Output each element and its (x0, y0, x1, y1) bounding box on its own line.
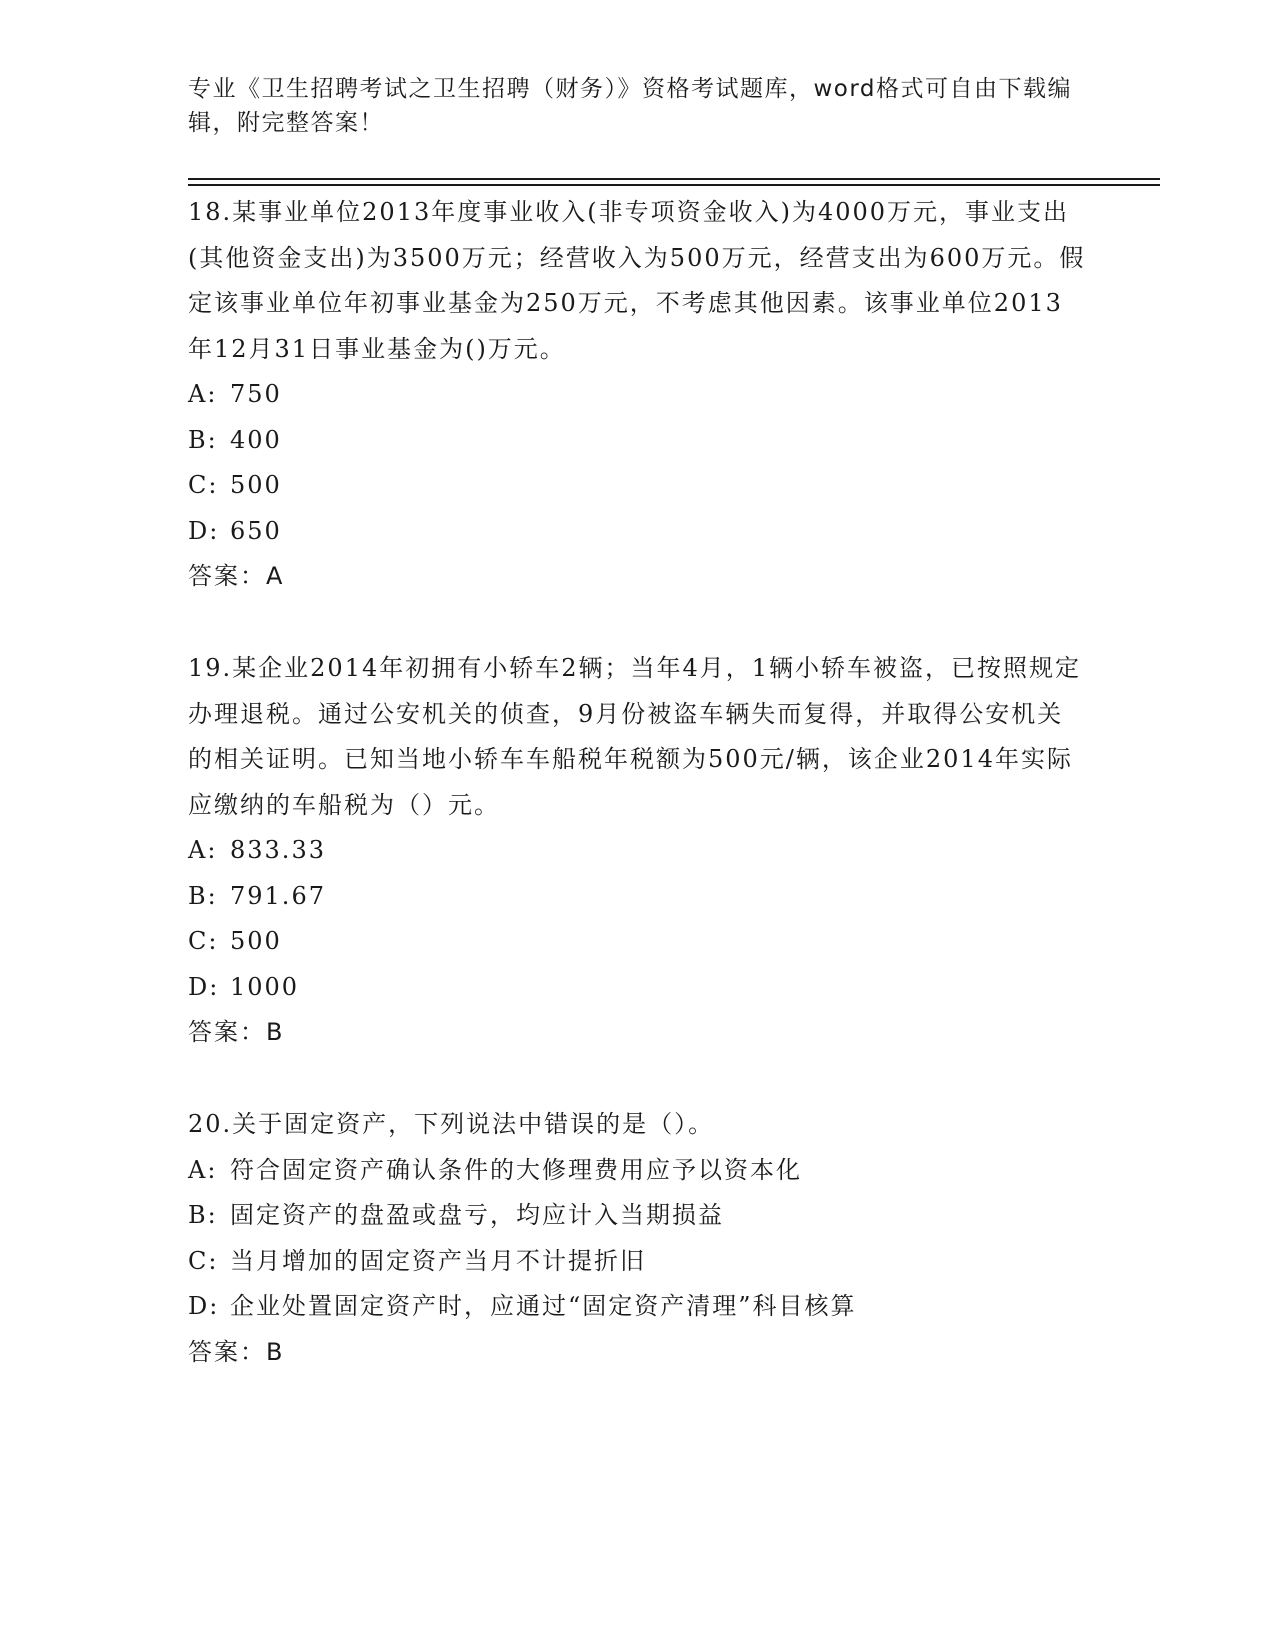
option-b (188, 874, 1088, 920)
option-c (188, 1239, 1088, 1285)
option-key: A: (188, 380, 218, 408)
question-18 (188, 190, 1088, 600)
option-d (188, 965, 1088, 1011)
option-text: 符合固定资产确认条件的大修理费用应予以资本化 (230, 1155, 802, 1184)
question-stem: 18.某事业单位2013年度事业收入(非专项资金收入)为4000万元，事业支出(其他资金支出)为3500万元；经营收入为500万元，经营支出为600万元。假定该事业单位年初事业基金为250万元，不考虑其他因素。该事业单位2013年12月31日事业基金为()万元。 (188, 198, 1086, 363)
option-a (188, 372, 1088, 418)
option-text: 833.33 (230, 836, 326, 864)
option-key: C: (188, 471, 219, 499)
option-text: 400 (230, 425, 282, 454)
option-b (188, 418, 1088, 464)
question-20 (188, 1102, 1088, 1375)
option-key: B: (188, 425, 218, 454)
page-header: 专业《卫生招聘考试之卫生招聘（财务）》资格考试题库，word格式可自由下载编辑，附完整答案！ (188, 76, 1073, 136)
option-key: B: (188, 881, 218, 910)
answer-line: 答案：A (188, 562, 285, 590)
option-key: C: (188, 1246, 219, 1275)
option-text: 650 (230, 516, 282, 545)
option-key: D: (188, 972, 220, 1001)
option-c (188, 463, 1088, 509)
option-key: B: (188, 1201, 218, 1229)
header-divider-top (188, 178, 1160, 180)
option-a (188, 1148, 1088, 1194)
option-text: 1000 (230, 972, 300, 1001)
option-a (188, 828, 1088, 874)
header-divider-bottom (188, 184, 1160, 186)
option-text: 企业处置固定资产时，应通过“固定资产清理”科目核算 (230, 1292, 857, 1320)
question-stem: 19.某企业2014年初拥有小轿车2辆；当年4月，1辆小轿车被盗，已按照规定办理退税。通过公安机关的侦查，9月份被盗车辆失而复得，并取得公安机关的相关证明。已知当地小轿车车船税年税额为500元/辆，该企业2014年实际应缴纳的车船税为（）元。 (188, 654, 1082, 819)
option-d (188, 1284, 1088, 1330)
option-key: A: (188, 836, 218, 864)
option-key: A: (188, 1155, 218, 1184)
option-c (188, 919, 1088, 965)
answer-line: 答案：B (188, 1337, 285, 1366)
option-d (188, 509, 1088, 555)
option-key: D: (188, 516, 220, 545)
answer-line: 答案：B (188, 1018, 285, 1046)
question-stem: 20.关于固定资产，下列说法中错误的是（）。 (188, 1110, 715, 1138)
option-text: 500 (230, 927, 282, 955)
option-text: 500 (230, 471, 282, 499)
option-key: D: (188, 1292, 220, 1320)
option-text: 750 (230, 380, 282, 408)
option-b (188, 1193, 1088, 1239)
option-key: C: (188, 927, 219, 955)
option-text: 当月增加的固定资产当月不计提折旧 (230, 1246, 646, 1275)
question-19 (188, 646, 1088, 1056)
option-text: 固定资产的盘盈或盘亏，均应计入当期损益 (230, 1201, 724, 1229)
option-text: 791.67 (230, 881, 326, 910)
